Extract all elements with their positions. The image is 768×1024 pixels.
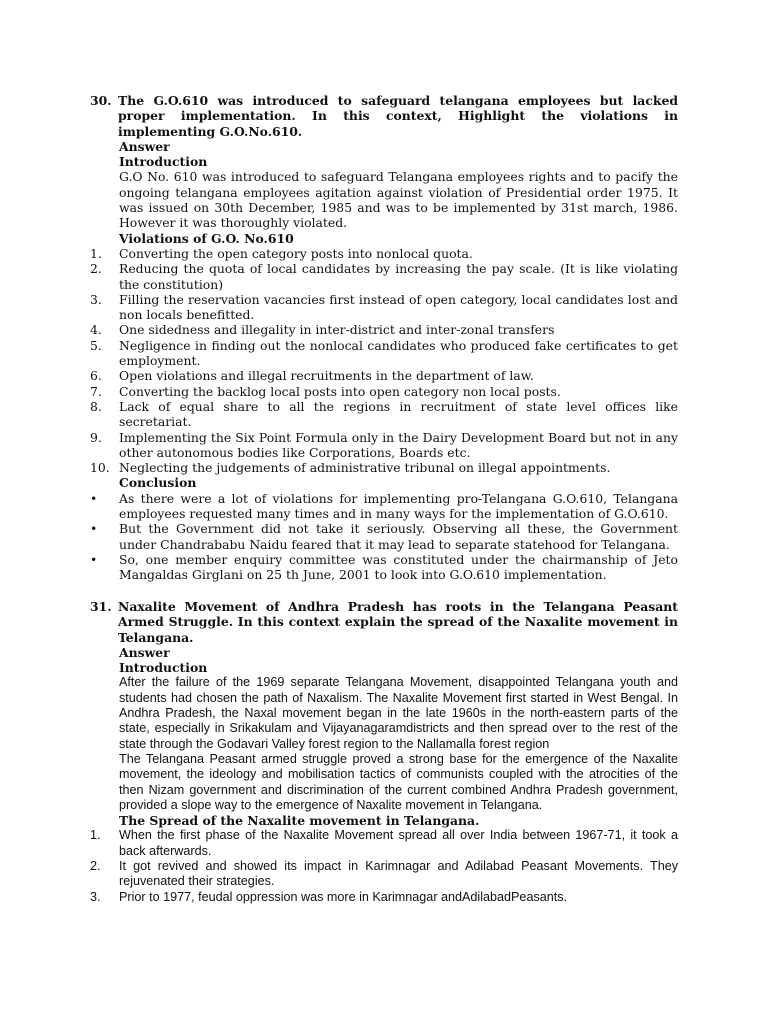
introduction-paragraph: After the failure of the 1969 separate Telangana Movement, disappointed Telangana youth and students had chosen the path of Naxalism. The Naxalite Movement first started in West Bengal. In Andhra Pradesh, the Naxal movement began in the late 1960s in the north-eastern parts of the state, especially in Srikakulam and Vijayanagaramdistricts and then spread over to the rest of the state through the Godavari Valley forest region to the Nallamalla forest region bbox=[119, 675, 678, 751]
list-number: 8. bbox=[90, 398, 102, 414]
question-31 bbox=[90, 599, 678, 905]
spread-list bbox=[90, 828, 678, 904]
conclusion-list bbox=[90, 491, 678, 583]
introduction-heading: Introduction bbox=[119, 660, 208, 676]
answer-label: Answer bbox=[119, 644, 170, 660]
introduction-heading: Introduction bbox=[119, 154, 208, 170]
list-item bbox=[90, 292, 678, 323]
list-item bbox=[90, 399, 678, 430]
list-item bbox=[90, 246, 678, 261]
list-item bbox=[90, 430, 678, 461]
list-item-text: Converting the open category posts into nonlocal quota. bbox=[119, 245, 473, 261]
list-number: 10. bbox=[90, 460, 110, 476]
list-item-text: Implementing the Six Point Formula only in the Dairy Development Board but not in any other autonomous bodies like Corporations, Boards etc. bbox=[119, 429, 678, 460]
list-item bbox=[90, 368, 678, 383]
list-item-text: As there were a lot of violations for implementing pro-Telangana G.O.610, Telangana employees requested many times and in many ways for the implementation of G.O.610. bbox=[119, 490, 678, 522]
list-number: 4. bbox=[90, 322, 102, 338]
list-number: 2. bbox=[90, 859, 101, 874]
question-text: The G.O.610 was introduced to safeguard telangana employees but lacked proper implementation. In this context, Highlight the violations in implementing G.O.No.610. bbox=[118, 93, 678, 139]
list-item bbox=[90, 261, 678, 292]
list-number: 3. bbox=[90, 889, 101, 904]
list-item-text: It got revived and showed its impact in Karimnagar and Adilabad Peasant Movements. They rejuvenated their strategies. bbox=[119, 859, 678, 889]
question-30 bbox=[90, 93, 678, 583]
list-number: 5. bbox=[90, 337, 102, 353]
bullet-icon: • bbox=[90, 521, 98, 537]
list-item-text: But the Government did not take it seriously. Observing all these, the Government under Chandrababu Naidu feared that it may lead to separate statehood for Telangana. bbox=[119, 521, 678, 552]
list-item bbox=[90, 828, 678, 859]
list-item bbox=[90, 552, 678, 583]
list-item bbox=[90, 384, 678, 399]
list-item bbox=[90, 491, 678, 522]
list-number: 3. bbox=[90, 291, 102, 307]
violations-list bbox=[90, 246, 678, 475]
list-item-text: One sidedness and illegality in inter-district and inter-zonal transfers bbox=[119, 322, 555, 338]
list-item-text: Filling the reservation vacancies first instead of open category, local candidates lost and non locals benefitted. bbox=[119, 291, 678, 323]
question-31-heading bbox=[90, 599, 678, 645]
list-item bbox=[90, 460, 678, 475]
list-item-text: Converting the backlog local posts into open category non local posts. bbox=[119, 383, 561, 399]
list-item-text: Reducing the quota of local candidates by increasing the pay scale. (It is like violating the constitution) bbox=[119, 261, 678, 292]
conclusion-heading: Conclusion bbox=[119, 475, 197, 491]
list-item bbox=[90, 890, 678, 905]
list-number: 1. bbox=[90, 828, 101, 843]
list-number: 6. bbox=[90, 368, 102, 384]
list-item-text: Open violations and illegal recruitments in the department of law. bbox=[119, 368, 534, 384]
introduction-paragraph-2: The Telangana Peasant armed struggle proved a strong base for the emergence of the Naxalite movement, the ideology and mobilisation tactics of communists coupled with the atrocities of the then Nizam government and discrimination of the current combined Andhra Pradesh government, provided a slope way to the emergence of Naxalite movement in Telangana. bbox=[119, 751, 678, 812]
question-31-body bbox=[119, 645, 678, 829]
list-item-text: Negligence in finding out the nonlocal candidates who produced fake certificates to get employment. bbox=[119, 337, 678, 369]
bullet-icon: • bbox=[90, 551, 98, 567]
list-item bbox=[90, 521, 678, 552]
violations-heading: Violations of G.O. No.610 bbox=[119, 230, 294, 246]
list-item-text: When the first phase of the Naxalite Movement spread all over India between 1967-71, it took a back afterwards. bbox=[119, 828, 678, 858]
conclusion-block bbox=[119, 475, 678, 490]
spread-heading: The Spread of the Naxalite movement in Telangana. bbox=[119, 813, 480, 829]
list-item bbox=[90, 338, 678, 369]
bullet-icon: • bbox=[90, 490, 98, 506]
list-item-text: Prior to 1977, feudal oppression was more in Karimnagar andAdilabadPeasants. bbox=[119, 889, 568, 904]
list-item-text: Neglecting the judgements of administrative tribunal on illegal appointments. bbox=[119, 460, 611, 476]
question-30-heading bbox=[90, 93, 678, 139]
list-number: 9. bbox=[90, 429, 102, 445]
list-item bbox=[90, 322, 678, 337]
introduction-paragraph: G.O No. 610 was introduced to safeguard Telangana employees rights and to pacify the ongoing telangana employees agitation against violation of Presidential order 1975. It was issued on 30th December, 1985 and was to be implemented by 31st march, 1986. However it was thoroughly violated. bbox=[119, 169, 678, 231]
question-text: Naxalite Movement of Andhra Pradesh has roots in the Telangana Peasant Armed Struggle. In this context explain the spread of the Naxalite movement in Telangana. bbox=[118, 599, 678, 645]
question-30-body bbox=[119, 139, 678, 246]
question-number: 30. bbox=[90, 93, 112, 108]
list-number: 1. bbox=[90, 245, 102, 261]
list-number: 7. bbox=[90, 383, 102, 399]
list-item-text: So, one member enquiry committee was constituted under the chairmanship of Jeto Mangaldas Girglani on 25 th June, 2001 to look into G.O.610 implementation. bbox=[119, 551, 678, 583]
list-item bbox=[90, 859, 678, 890]
answer-label: Answer bbox=[119, 138, 170, 154]
list-item-text: Lack of equal share to all the regions in recruitment of state level offices like secretariat. bbox=[119, 398, 678, 430]
list-number: 2. bbox=[90, 261, 102, 277]
question-number: 31. bbox=[90, 599, 112, 614]
